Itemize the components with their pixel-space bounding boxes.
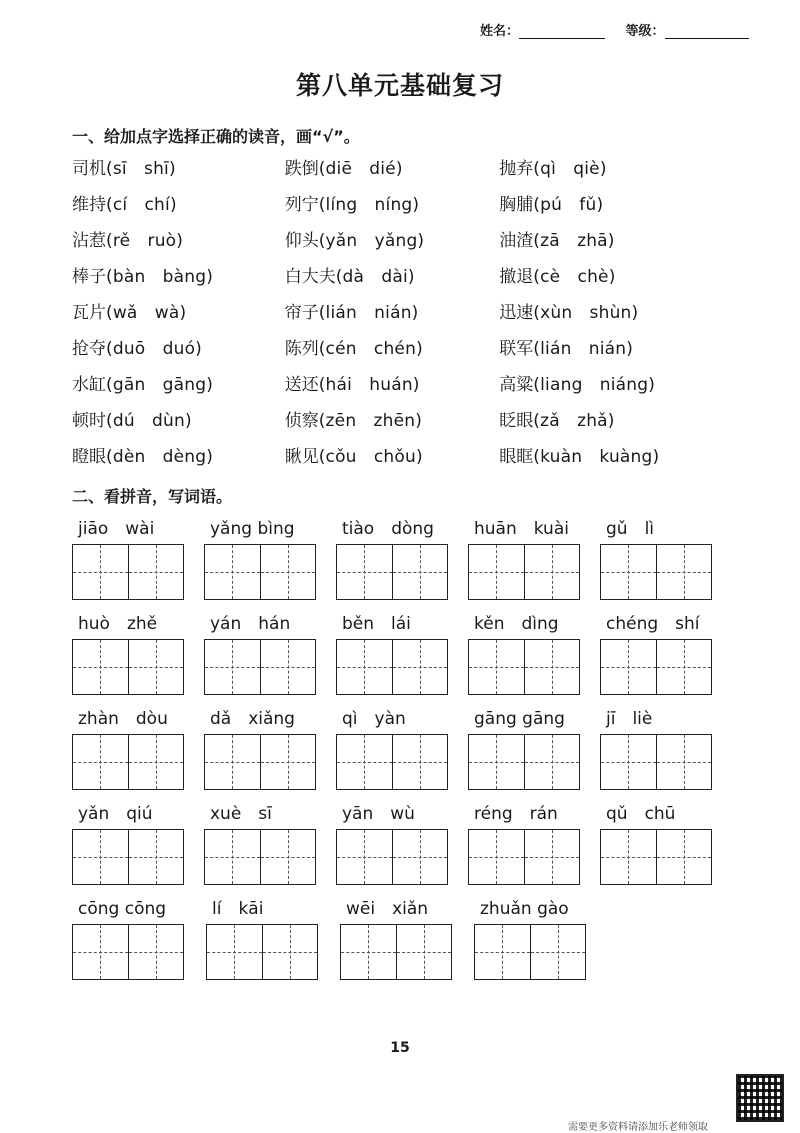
writing-cell[interactable] [337, 640, 393, 694]
writing-cell[interactable] [657, 735, 712, 789]
item-word: 眼眶 [499, 447, 534, 467]
writing-cell[interactable] [73, 640, 129, 694]
item-options[interactable]: (hái huán) [318, 375, 420, 395]
pinyin-word [204, 799, 336, 894]
item-options[interactable]: (lián nián) [318, 303, 419, 323]
page-number: 15 [390, 1040, 410, 1056]
writing-cell[interactable] [397, 925, 452, 979]
pinyin-label: yān wù [342, 804, 415, 824]
writing-cell[interactable] [129, 735, 184, 789]
item-options[interactable]: (zǎ zhǎ) [533, 411, 615, 431]
pinyin-word [468, 799, 600, 894]
pronunciation-item[interactable] [72, 188, 285, 224]
pronunciation-item[interactable] [499, 224, 712, 260]
pinyin-word [72, 514, 204, 609]
item-options[interactable]: (dà dài) [335, 267, 415, 287]
writing-cell[interactable] [263, 925, 318, 979]
pinyin-word [336, 704, 468, 799]
pinyin-label: xuè sī [210, 804, 272, 824]
pinyin-word [600, 799, 732, 894]
item-word: 棒子 [72, 267, 106, 287]
pronunciation-item[interactable] [285, 260, 500, 296]
item-options[interactable]: (duō duó) [106, 339, 202, 359]
pronunciation-item[interactable] [72, 260, 285, 296]
writing-cell[interactable] [469, 735, 525, 789]
pronunciation-item[interactable] [72, 224, 285, 260]
pronunciation-item[interactable] [72, 152, 285, 188]
pinyin-word [72, 704, 204, 799]
writing-boxes [336, 639, 448, 695]
section1-heading: 一、给加点字选择正确的读音，画“√”。 [72, 127, 360, 146]
pronunciation-item[interactable] [72, 296, 285, 332]
grid-row [72, 514, 732, 609]
writing-cell[interactable] [601, 640, 657, 694]
item-options[interactable]: (gān gāng) [106, 375, 214, 395]
writing-cell[interactable] [469, 830, 525, 884]
writing-boxes [468, 734, 580, 790]
item-word: 陈列 [284, 339, 319, 359]
writing-cell[interactable] [525, 735, 580, 789]
pinyin-label: qǔ chū [606, 804, 676, 824]
writing-cell[interactable] [129, 830, 184, 884]
pinyin-label: qì yàn [342, 709, 406, 729]
pronunciation-item[interactable] [499, 260, 712, 296]
writing-boxes [336, 544, 448, 600]
pinyin-label: gāng gāng [474, 709, 565, 729]
pinyin-label: jiāo wài [78, 519, 155, 539]
pinyin-label: dǎ xiǎng [210, 709, 295, 729]
pinyin-label: jī liè [606, 709, 653, 729]
item-word: 维持 [72, 195, 106, 215]
item-options[interactable]: (kuàn kuàng) [533, 447, 660, 467]
pinyin-label: gǔ lì [606, 519, 655, 539]
item-word: 司机 [72, 159, 106, 179]
pinyin-label: zhuǎn gào [480, 899, 569, 919]
item-options[interactable]: (xùn shùn) [533, 303, 639, 323]
writing-cell[interactable] [261, 640, 316, 694]
pronunciation-item[interactable] [72, 440, 285, 476]
pinyin-word [468, 514, 600, 609]
writing-boxes [72, 829, 184, 885]
item-options[interactable]: (bàn bàng) [106, 267, 214, 287]
item-row [72, 404, 712, 440]
item-word: 撤退 [499, 267, 534, 287]
writing-boxes [206, 924, 318, 980]
pinyin-label: réng rán [474, 804, 558, 824]
pinyin-word [600, 514, 732, 609]
item-options[interactable]: (sī shī) [106, 159, 176, 179]
pronunciation-item[interactable] [285, 188, 500, 224]
writing-boxes [600, 544, 712, 600]
writing-boxes [72, 734, 184, 790]
item-row [72, 152, 712, 188]
item-row [72, 296, 712, 332]
writing-boxes [600, 734, 712, 790]
pronunciation-item[interactable] [499, 152, 712, 188]
item-options[interactable]: (diē dié) [318, 159, 403, 179]
item-word: 胸脯 [499, 195, 534, 215]
writing-cell[interactable] [393, 640, 448, 694]
writing-boxes [468, 544, 580, 600]
item-options[interactable]: (wǎ wà) [106, 303, 187, 323]
pinyin-word [600, 609, 732, 704]
item-row [72, 188, 712, 224]
writing-cell[interactable] [393, 545, 448, 599]
name-label: 姓名： [480, 24, 520, 39]
writing-cell[interactable] [393, 830, 448, 884]
item-row [72, 440, 712, 476]
writing-cell[interactable] [657, 830, 712, 884]
pinyin-word [204, 514, 336, 609]
writing-cell[interactable] [261, 545, 316, 599]
item-word: 列宁 [284, 195, 319, 215]
item-options[interactable]: (lián nián) [533, 339, 634, 359]
writing-cell[interactable] [261, 735, 316, 789]
writing-cell[interactable] [469, 640, 525, 694]
writing-boxes [204, 544, 316, 600]
writing-cell[interactable] [73, 735, 129, 789]
item-word: 水缸 [72, 375, 106, 395]
item-word: 侦察 [284, 411, 319, 431]
item-word: 抢夺 [72, 339, 106, 359]
writing-cell[interactable] [601, 735, 657, 789]
pinyin-word [204, 609, 336, 704]
item-options[interactable]: (cǒu chǒu) [318, 447, 423, 467]
item-options[interactable]: (cén chén) [318, 339, 423, 359]
pronunciation-item[interactable] [72, 368, 285, 404]
writing-boxes [336, 734, 448, 790]
pronunciation-item[interactable] [499, 188, 712, 224]
writing-cell[interactable] [657, 545, 712, 599]
pinyin-word [206, 894, 340, 989]
grade-label: 等级： [625, 24, 665, 39]
writing-cell[interactable] [337, 830, 393, 884]
writing-cell[interactable] [469, 545, 525, 599]
pinyin-label: kěn dìng [474, 614, 559, 634]
item-word: 沾惹 [72, 231, 106, 251]
writing-boxes [600, 639, 712, 695]
item-options[interactable]: (liang niáng) [533, 375, 656, 395]
pronunciation-item[interactable] [499, 296, 712, 332]
item-options[interactable]: (líng níng) [318, 195, 420, 215]
item-options[interactable]: (yǎn yǎng) [318, 231, 425, 251]
pronunciation-item[interactable] [285, 332, 500, 368]
writing-boxes [468, 829, 580, 885]
writing-cell[interactable] [525, 640, 580, 694]
writing-cell[interactable] [337, 735, 393, 789]
writing-cell[interactable] [129, 640, 184, 694]
writing-cell[interactable] [205, 830, 261, 884]
item-options[interactable]: (zēn zhēn) [318, 411, 423, 431]
pronunciation-item[interactable] [285, 152, 500, 188]
writing-cell[interactable] [205, 640, 261, 694]
writing-boxes [204, 734, 316, 790]
pinyin-label: yǎn qiú [78, 804, 153, 824]
pinyin-word [336, 799, 468, 894]
writing-cell[interactable] [601, 830, 657, 884]
writing-boxes [336, 829, 448, 885]
grid-row [72, 894, 732, 989]
footer-note: 需要更多资料请添加乐老师领取 [568, 1122, 708, 1133]
item-word: 白大夫 [284, 267, 336, 287]
writing-boxes [72, 924, 184, 980]
pronunciation-item[interactable] [285, 440, 500, 476]
item-row [72, 224, 712, 260]
pinyin-label: chéng shí [606, 614, 700, 634]
grid-row [72, 609, 732, 704]
item-row [72, 368, 712, 404]
item-word: 抛弃 [499, 159, 534, 179]
item-word: 油渣 [499, 231, 534, 251]
writing-boxes [204, 829, 316, 885]
pronunciation-item[interactable] [285, 224, 500, 260]
writing-boxes [600, 829, 712, 885]
item-options[interactable]: (qì qiè) [533, 159, 607, 179]
pinyin-word [468, 704, 600, 799]
writing-boxes [468, 639, 580, 695]
pinyin-label: yán hán [210, 614, 291, 634]
writing-cell[interactable] [205, 735, 261, 789]
pinyin-label: zhàn dòu [78, 709, 168, 729]
item-options[interactable]: (pú fǔ) [533, 195, 604, 215]
item-word: 帘子 [284, 303, 319, 323]
writing-cell[interactable] [129, 925, 184, 979]
pinyin-label: běn lái [342, 614, 411, 634]
header-fields [480, 20, 749, 39]
writing-cell[interactable] [73, 545, 129, 599]
pinyin-word [72, 894, 206, 989]
item-word: 瞪眼 [72, 447, 106, 467]
pronunciation-item[interactable] [499, 404, 712, 440]
pinyin-label: cōng cōng [78, 899, 167, 919]
grid-row [72, 704, 732, 799]
item-word: 高粱 [499, 375, 534, 395]
writing-cell[interactable] [261, 830, 316, 884]
pronunciation-items [72, 152, 712, 476]
item-word: 顿时 [72, 411, 106, 431]
item-word: 送还 [284, 375, 319, 395]
pronunciation-item[interactable] [285, 404, 500, 440]
grade-blank[interactable] [665, 26, 749, 39]
writing-cell[interactable] [657, 640, 712, 694]
pinyin-word [468, 609, 600, 704]
item-row [72, 332, 712, 368]
page-title: 第八单元基础复习 [295, 71, 504, 100]
item-word: 跌倒 [284, 159, 319, 179]
qr-code-icon [736, 1074, 784, 1122]
writing-boxes [474, 924, 586, 980]
grid-row [72, 799, 732, 894]
item-word: 眨眼 [499, 411, 534, 431]
writing-cell[interactable] [525, 830, 580, 884]
writing-cell[interactable] [129, 545, 184, 599]
writing-cell[interactable] [205, 545, 261, 599]
pinyin-label: wēi xiǎn [346, 899, 429, 919]
pinyin-word [72, 609, 204, 704]
item-word: 瞅见 [284, 447, 319, 467]
writing-boxes [204, 639, 316, 695]
item-word: 仰头 [284, 231, 319, 251]
pinyin-word [474, 894, 608, 989]
writing-cell[interactable] [525, 545, 580, 599]
pronunciation-item[interactable] [499, 332, 712, 368]
item-word: 迅速 [499, 303, 534, 323]
writing-cell[interactable] [531, 925, 586, 979]
writing-grid [72, 514, 732, 989]
item-options[interactable]: (rě ruò) [106, 231, 184, 251]
name-blank[interactable] [519, 26, 605, 39]
writing-cell[interactable] [73, 830, 129, 884]
pinyin-word [340, 894, 474, 989]
pinyin-word [336, 514, 468, 609]
pinyin-label: huān kuài [474, 519, 569, 539]
section2-heading: 二、看拼音，写词语。 [72, 487, 233, 506]
item-word: 瓦片 [72, 303, 106, 323]
pinyin-label: lí kāi [212, 899, 264, 919]
pinyin-word [600, 704, 732, 799]
writing-boxes [72, 544, 184, 600]
writing-cell[interactable] [207, 925, 263, 979]
item-options[interactable]: (dú dùn) [106, 411, 192, 431]
pronunciation-item[interactable] [72, 332, 285, 368]
item-options[interactable]: (zā zhā) [533, 231, 615, 251]
pronunciation-item[interactable] [72, 404, 285, 440]
writing-cell[interactable] [341, 925, 397, 979]
writing-cell[interactable] [393, 735, 448, 789]
item-options[interactable]: (cè chè) [533, 267, 616, 287]
writing-cell[interactable] [337, 545, 393, 599]
item-row [72, 260, 712, 296]
pinyin-word [336, 609, 468, 704]
pinyin-label: yǎng bìng [210, 519, 295, 539]
pinyin-label: tiào dòng [342, 519, 434, 539]
item-options[interactable]: (cí chí) [106, 195, 177, 215]
pronunciation-item[interactable] [499, 368, 712, 404]
pronunciation-item[interactable] [499, 440, 712, 476]
writing-cell[interactable] [475, 925, 531, 979]
pinyin-word [204, 704, 336, 799]
writing-boxes [340, 924, 452, 980]
writing-cell[interactable] [73, 925, 129, 979]
pronunciation-item[interactable] [285, 296, 500, 332]
pinyin-label: huò zhě [78, 614, 158, 634]
item-word: 联军 [499, 339, 534, 359]
writing-cell[interactable] [601, 545, 657, 599]
item-options[interactable]: (dèn dèng) [106, 447, 214, 467]
pinyin-word [72, 799, 204, 894]
pronunciation-item[interactable] [285, 368, 500, 404]
writing-boxes [72, 639, 184, 695]
